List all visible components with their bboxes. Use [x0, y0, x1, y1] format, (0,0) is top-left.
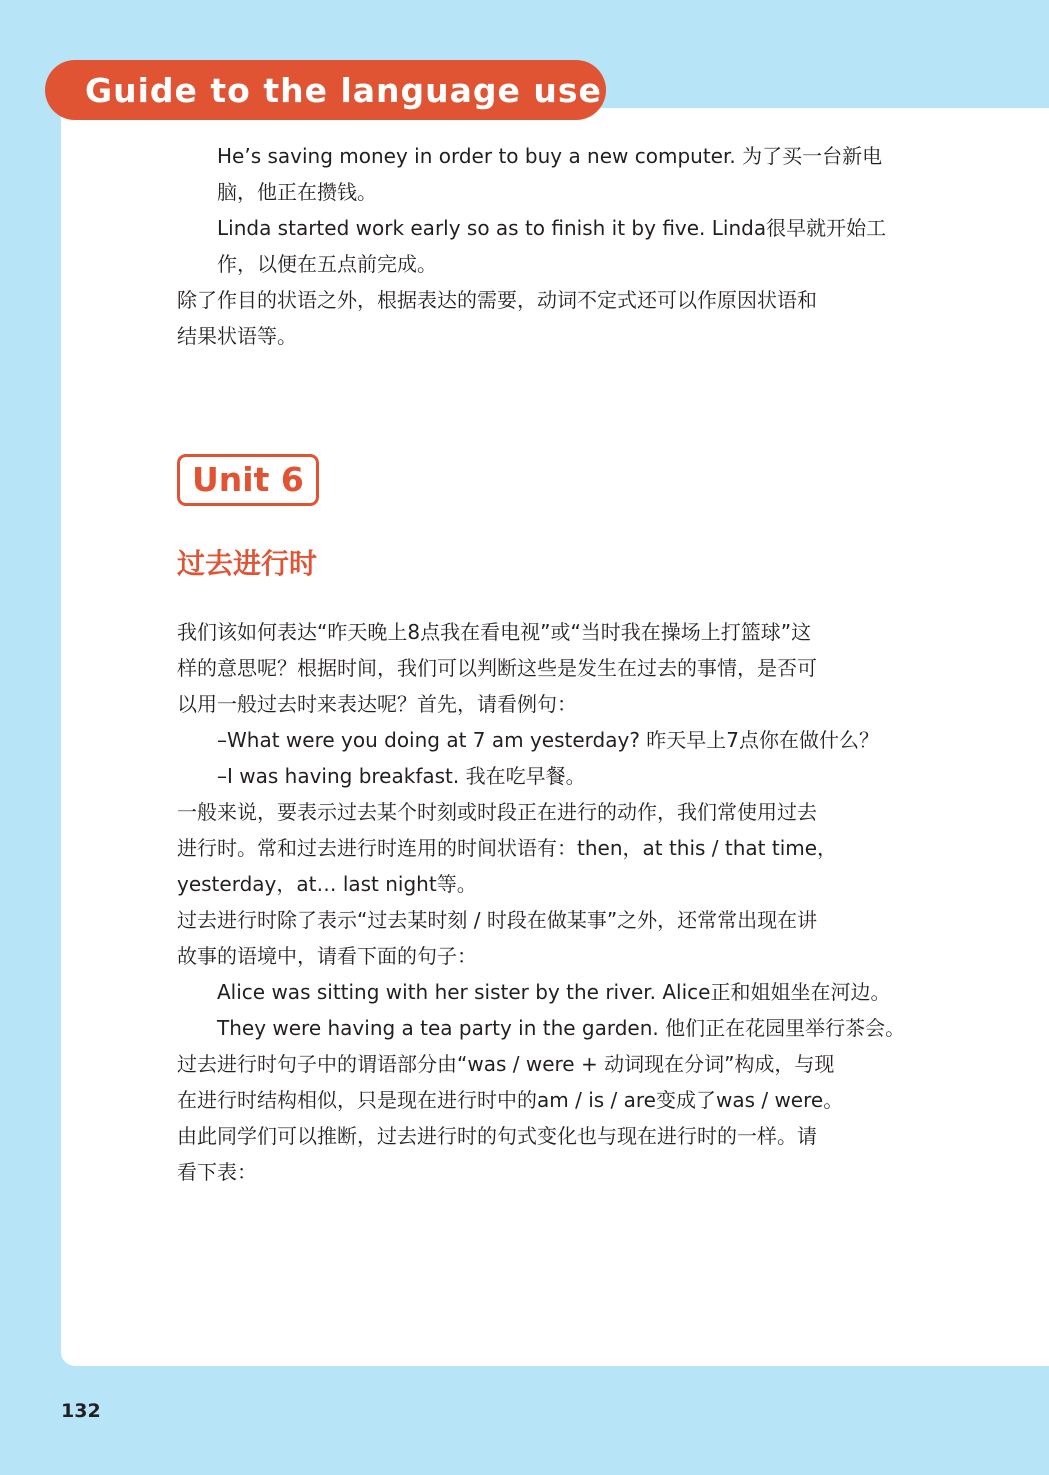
chapter-title: Guide to the language use: [85, 71, 602, 110]
example-translation: 脑，他正在攒钱。: [217, 180, 377, 204]
page-content: [177, 138, 907, 1190]
body-text-line: 进行时。常和过去进行时连用的时间状语有：then，at this / that time，: [177, 836, 838, 860]
body-text-line: 在进行时结构相似，只是现在进行时中的am / is / are变成了was / were。: [177, 1088, 844, 1112]
section-body: [177, 614, 907, 1190]
body-text-line: 过去进行时句子中的谓语部分由“was / were + 动词现在分词”构成，与现: [177, 1052, 835, 1076]
example-sentence: Linda started work early so as to finish it by five. Linda很早就开始工: [217, 216, 887, 240]
example-sentence: Alice was sitting with her sister by the river. Alice正和姐姐坐在河边。: [217, 980, 891, 1004]
section-title: 过去进行时: [177, 547, 318, 580]
body-text-line: 我们该如何表达“昨天晚上8点我在看电视”或“当时我在操场上打篮球”这: [177, 620, 812, 644]
example-translation: 作，以便在五点前完成。: [217, 252, 437, 276]
body-text-line: 一般来说，要表示过去某个时刻或时段正在进行的动作，我们常使用过去: [177, 800, 817, 824]
body-text-line: 以用一般过去时来表达呢？首先，请看例句：: [177, 692, 577, 716]
chapter-banner: [45, 60, 606, 120]
body-text-line: 看下表：: [177, 1160, 257, 1184]
body-text-line: 由此同学们可以推断，过去进行时的句式变化也与现在进行时的一样。请: [177, 1124, 817, 1148]
example-question: –What were you doing at 7 am yesterday? 昨天早上7点你在做什么？: [217, 728, 880, 752]
page-number: 132: [61, 1400, 101, 1422]
body-text-line: 样的意思呢？根据时间，我们可以判断这些是发生在过去的事情，是否可: [177, 656, 817, 680]
body-text-line: 故事的语境中，请看下面的句子：: [177, 944, 477, 968]
intro-paragraph: [177, 138, 907, 354]
example-answer: –I was having breakfast. 我在吃早餐。: [217, 764, 586, 788]
body-text-line: 除了作目的状语之外，根据表达的需要，动词不定式还可以作原因状语和: [177, 288, 817, 312]
body-text-line: yesterday，at… last night等。: [177, 872, 477, 896]
unit-label-box: [177, 454, 319, 506]
unit-label: Unit 6: [192, 460, 304, 499]
body-text-line: 结果状语等。: [177, 324, 297, 348]
body-text-line: 过去进行时除了表示“过去某时刻 / 时段在做某事”之外，还常常出现在讲: [177, 908, 818, 932]
example-sentence: He’s saving money in order to buy a new computer. 为了买一台新电: [217, 144, 883, 168]
example-sentence: They were having a tea party in the garden. 他们正在花园里举行茶会。: [217, 1016, 906, 1040]
